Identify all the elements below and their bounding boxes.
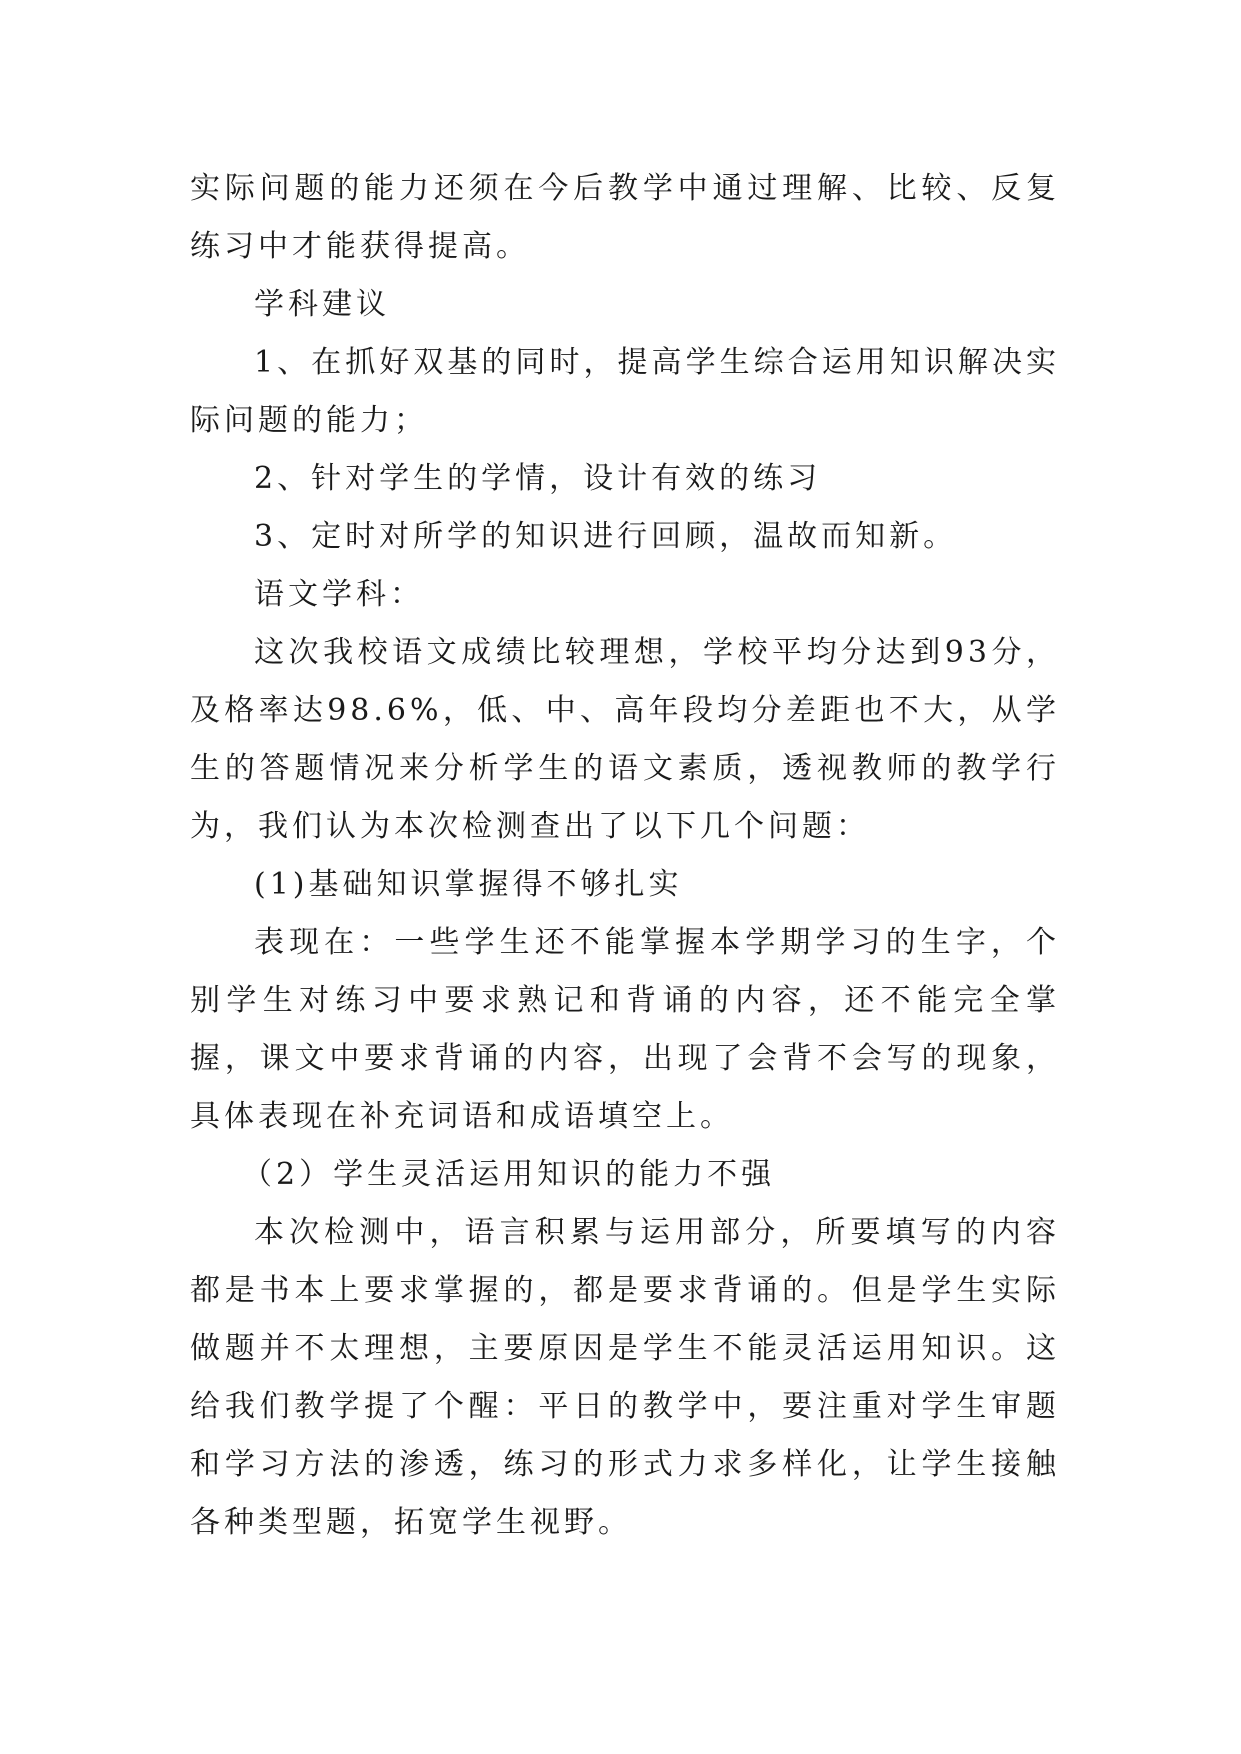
paragraph-problem-1-detail: 表现在：一些学生还不能掌握本学期学习的生字，个别学生对练习中要求熟记和背诵的内容，还不能完全掌握，课文中要求背诵的内容，出现了会背不会写的现象，具体表现在补充词语和成语填空上。 (190, 925, 1060, 1134)
paragraph-problem-2-detail: 本次检测中，语言积累与运用部分，所要填写的内容都是书本上要求掌握的，都是要求背诵的。但是学生实际做题并不太理想，主要原因是学生不能灵活运用知识。这给我们教学提了个醒：平日的教学中，要注重对学生审题和学习方法的渗透，练习的形式力求多样化，让学生接触各种类型题，拓宽学生视野。 (190, 1215, 1060, 1540)
paragraph-continuation: 实际问题的能力还须在今后教学中通过理解、比较、反复练习中才能获得提高。 (190, 171, 1060, 264)
document-body (190, 160, 1060, 1552)
suggestion-item-3: 3、定时对所学的知识进行回顾，温故而知新。 (254, 519, 958, 554)
paragraph-results-summary: 这次我校语文成绩比较理想，学校平均分达到93分，及格率达98.6%，低、中、高年段均分差距也不大，从学生的答题情况来分析学生的语文素质，透视教师的教学行为，我们认为本次检测查出了以下几个问题： (190, 635, 1060, 844)
suggestion-item-2: 2、针对学生的学情，设计有效的练习 (254, 461, 822, 496)
heading-chinese-subject: 语文学科： (254, 577, 424, 612)
heading-subject-suggestions: 学科建议 (254, 287, 390, 322)
suggestion-item-1: 1、在抓好双基的同时，提高学生综合运用知识解决实际问题的能力； (190, 345, 1060, 438)
problem-heading-1: (1)基础知识掌握得不够扎实 (254, 867, 683, 902)
problem-heading-2: （2）学生灵活运用知识的能力不强 (242, 1157, 776, 1192)
